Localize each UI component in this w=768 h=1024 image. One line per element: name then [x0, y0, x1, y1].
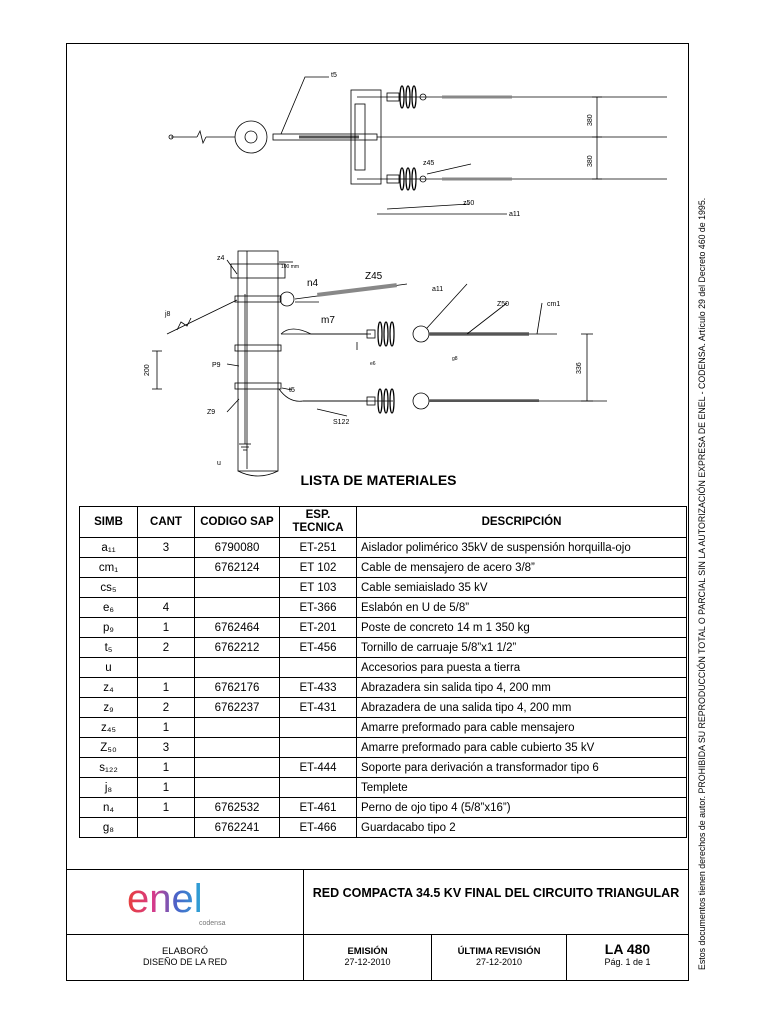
table-row	[80, 598, 687, 618]
label-a11b: a11	[432, 286, 444, 293]
dim-336: 336	[576, 362, 583, 374]
label-j8: j8	[165, 311, 171, 318]
cell-simb: n₄	[80, 798, 138, 818]
cell-esp: ET-366	[280, 598, 357, 618]
cell-simb: z₉	[80, 698, 138, 718]
cell-esp: ET-251	[280, 538, 357, 558]
table-row	[80, 798, 687, 818]
cell-esp	[280, 658, 357, 678]
cell-codigo: 6762532	[195, 798, 280, 818]
cell-esp: ET-201	[280, 618, 357, 638]
cell-desc: Cable de mensajero de acero 3/8”	[357, 558, 687, 578]
cell-codigo: 6762124	[195, 558, 280, 578]
materials-table	[79, 506, 687, 838]
materials-list-title: LISTA DE MATERIALES	[300, 472, 457, 488]
cell-cant: 1	[138, 618, 195, 638]
cell-codigo	[195, 578, 280, 598]
elaboro-cell	[67, 934, 304, 981]
header-esp-tecnica: ESP. TECNICA	[280, 507, 357, 538]
cell-simb: p₉	[80, 618, 138, 638]
table-row	[80, 738, 687, 758]
cell-cant: 2	[138, 698, 195, 718]
header-cant: CANT	[138, 507, 195, 538]
revision-cell	[432, 934, 567, 981]
header-codigo-sap: CODIGO SAP	[195, 507, 280, 538]
cell-codigo	[195, 738, 280, 758]
label-p9: P9	[212, 362, 221, 369]
technical-drawings	[67, 44, 690, 504]
page-number: Pág. 1 de 1	[604, 957, 651, 967]
cell-codigo	[195, 718, 280, 738]
cell-esp: ET-461	[280, 798, 357, 818]
cell-desc: Accesorios para puesta a tierra	[357, 658, 687, 678]
cell-codigo: 6762176	[195, 678, 280, 698]
table-row	[80, 618, 687, 638]
cell-codigo: 6762237	[195, 698, 280, 718]
cell-simb: u	[80, 658, 138, 678]
label-e6: e6	[370, 361, 376, 367]
cell-simb: cs₅	[80, 578, 138, 598]
table-row	[80, 778, 687, 798]
cell-simb: t₅	[80, 638, 138, 658]
emision-value: 27-12-2010	[344, 957, 391, 967]
cell-esp: ET 103	[280, 578, 357, 598]
cell-cant: 3	[138, 538, 195, 558]
cell-simb: e₆	[80, 598, 138, 618]
label-z4: z4	[217, 255, 225, 262]
cell-desc: Aislador polimérico 35kV de suspensión horquilla-ojo	[357, 538, 687, 558]
cell-cant	[138, 818, 195, 838]
logo-cell	[67, 870, 304, 934]
cell-simb: z₄₅	[80, 718, 138, 738]
table-row	[80, 698, 687, 718]
code-cell	[567, 934, 688, 981]
cell-codigo: 6790080	[195, 538, 280, 558]
cell-simb: s₁₂₂	[80, 758, 138, 778]
cell-desc: Abrazadera de una salida tipo 4, 200 mm	[357, 698, 687, 718]
label-s122: S122	[333, 419, 350, 426]
dim-380-b: 380	[587, 155, 594, 167]
label-z50: z50	[463, 200, 475, 207]
cell-esp: ET-433	[280, 678, 357, 698]
table-row	[80, 538, 687, 558]
cell-cant: 2	[138, 638, 195, 658]
document-code: LA 480	[604, 941, 651, 957]
cell-esp	[280, 778, 357, 798]
table-row	[80, 578, 687, 598]
label-z50b: Z50	[497, 301, 510, 308]
cell-codigo	[195, 598, 280, 618]
dim-380-a: 380	[587, 114, 594, 126]
cell-esp: ET-466	[280, 818, 357, 838]
emision-cell	[304, 934, 432, 981]
label-u: u	[217, 460, 221, 467]
table-row	[80, 558, 687, 578]
cell-desc: Amarre preformado para cable mensajero	[357, 718, 687, 738]
cell-desc: Templete	[357, 778, 687, 798]
cell-esp: ET-456	[280, 638, 357, 658]
cell-simb: a₁₁	[80, 538, 138, 558]
header-descripcion: DESCRIPCIÓN	[357, 507, 687, 538]
cell-cant: 1	[138, 778, 195, 798]
copyright-note: Estos documentos tienen derechos de autor. PROHIBIDA SU REPRODUCCIÓN TOTAL O PARCIAL SIN LA AUTORIZACIÓN EXPRESA DE ENEL - CODENSA. Artículo 29 del Decreto 460 de 1995.	[697, 197, 707, 970]
table-header-row	[80, 507, 687, 538]
cell-cant	[138, 658, 195, 678]
label-100mm: 100 mm	[281, 264, 300, 270]
top-view-drawing	[169, 72, 667, 218]
cell-codigo	[195, 758, 280, 778]
cell-desc: Soporte para derivación a transformador tipo 6	[357, 758, 687, 778]
cell-desc: Tornillo de carruaje 5/8”x1 1/2”	[357, 638, 687, 658]
label-g8: g8	[452, 356, 458, 362]
label-t5b: t5	[289, 387, 295, 394]
cell-esp	[280, 738, 357, 758]
enel-logo	[67, 870, 303, 934]
drawing-sheet	[66, 43, 689, 981]
cell-cant: 3	[138, 738, 195, 758]
table-row	[80, 758, 687, 778]
cell-desc: Poste de concreto 14 m 1 350 kg	[357, 618, 687, 638]
label-m7: m7	[321, 315, 335, 326]
cell-desc: Amarre preformado para cable cubierto 35 kV	[357, 738, 687, 758]
dim-200: 200	[144, 364, 151, 376]
revision-label: ÚLTIMA REVISIÓN	[457, 946, 541, 957]
table-row	[80, 718, 687, 738]
label-cm1: cm1	[547, 301, 561, 308]
elaboro-label: ELABORÓ	[162, 946, 208, 957]
table-row	[80, 658, 687, 678]
cell-cant	[138, 558, 195, 578]
cell-esp: ET-431	[280, 698, 357, 718]
footer-info	[67, 934, 688, 981]
cell-cant: 1	[138, 798, 195, 818]
cell-codigo: 6762464	[195, 618, 280, 638]
label-z45b: Z45	[365, 271, 383, 282]
cell-simb: z₄	[80, 678, 138, 698]
cell-esp	[280, 718, 357, 738]
label-n4: n4	[307, 278, 319, 289]
elaboro-value: DISEÑO DE LA RED	[142, 957, 228, 967]
cell-desc: Abrazadera sin salida tipo 4, 200 mm	[357, 678, 687, 698]
table-row	[80, 638, 687, 658]
cell-codigo: 6762241	[195, 818, 280, 838]
cell-codigo: 6762212	[195, 638, 280, 658]
cell-cant: 1	[138, 758, 195, 778]
cell-simb: cm₁	[80, 558, 138, 578]
cell-simb: j₈	[80, 778, 138, 798]
logo-sub: codensa	[199, 920, 226, 927]
cell-desc: Guardacabo tipo 2	[357, 818, 687, 838]
cell-cant: 4	[138, 598, 195, 618]
cell-desc: Perno de ojo tipo 4 (5/8”x16”)	[357, 798, 687, 818]
cell-esp: ET-444	[280, 758, 357, 778]
cell-cant: 1	[138, 718, 195, 738]
logo-brand: enel	[127, 877, 203, 921]
label-z9: Z9	[207, 409, 216, 416]
cell-cant	[138, 578, 195, 598]
cell-cant: 1	[138, 678, 195, 698]
header-simb: SIMB	[80, 507, 138, 538]
project-title: RED COMPACTA 34.5 KV FINAL DEL CIRCUITO TRIANGULAR	[312, 886, 680, 900]
emision-label: EMISIÓN	[347, 946, 388, 957]
cell-codigo	[195, 658, 280, 678]
table-row	[80, 818, 687, 838]
label-t5: t5	[331, 72, 337, 79]
materials-table-body	[80, 538, 687, 838]
table-row	[80, 678, 687, 698]
cell-esp: ET 102	[280, 558, 357, 578]
cell-codigo	[195, 778, 280, 798]
label-z45: z45	[423, 160, 435, 167]
label-a11: a11	[509, 211, 521, 218]
side-view-drawing	[144, 251, 607, 476]
cell-desc: Cable semiaislado 35 kV	[357, 578, 687, 598]
title-block	[67, 869, 688, 935]
cell-desc: Eslabón en U de 5/8”	[357, 598, 687, 618]
revision-value: 27-12-2010	[475, 957, 523, 967]
cell-simb: Z₅₀	[80, 738, 138, 758]
cell-simb: g₈	[80, 818, 138, 838]
